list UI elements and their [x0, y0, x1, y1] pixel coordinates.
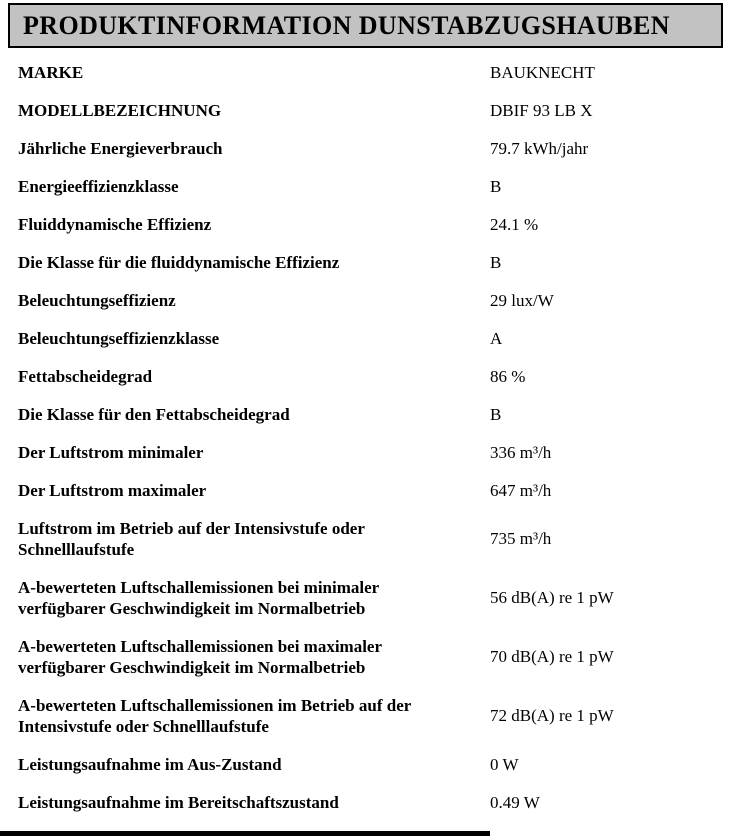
table-row: [0, 686, 750, 745]
table-row: [0, 319, 750, 357]
row-label: Fettabscheidegrad: [18, 366, 153, 386]
row-label: Leistungsaufnahme im Aus-Zustand: [18, 754, 282, 774]
row-label: Energieeffizienzklasse: [18, 176, 179, 196]
row-label: MARKE: [18, 62, 84, 82]
row-value: 0.49 W: [490, 792, 540, 812]
row-value: BAUKNECHT: [490, 62, 595, 82]
table-row: [0, 627, 750, 686]
row-label: Beleuchtungseffizienzklasse: [18, 328, 220, 348]
table-row: [0, 745, 750, 783]
row-value: 24.1 %: [490, 214, 539, 234]
row-value: 735 m³/h: [490, 529, 552, 548]
table-row: [0, 205, 750, 243]
row-value: B: [490, 252, 502, 272]
row-label: A-bewerteten Luftschallemissionen bei minimaler verfügbarer Geschwindigkeit im Normalbetrieb: [18, 577, 379, 618]
row-value: 56 dB(A) re 1 pW: [490, 588, 614, 607]
row-value: B: [490, 404, 502, 424]
row-value: B: [490, 176, 502, 196]
table-row: [0, 129, 750, 167]
row-label: Fluiddynamische Effizienz: [18, 214, 212, 234]
row-label: Beleuchtungseffizienz: [18, 290, 176, 310]
row-label: MODELLBEZEICHNUNG: [18, 100, 222, 120]
page-title: PRODUKTINFORMATION DUNSTABZUGSHAUBEN: [23, 10, 670, 40]
row-label: Der Luftstrom maximaler: [18, 480, 207, 500]
product-info-document: [0, 3, 750, 821]
table-row: [0, 167, 750, 205]
table-row: [0, 281, 750, 319]
table-row: [0, 395, 750, 433]
row-value: A: [490, 328, 503, 348]
row-value: 70 dB(A) re 1 pW: [490, 647, 614, 666]
row-value: 336 m³/h: [490, 442, 552, 462]
row-value: 0 W: [490, 754, 519, 774]
row-label: Der Luftstrom minimaler: [18, 442, 204, 462]
table-row: [0, 783, 750, 821]
row-label: A-bewerteten Luftschallemissionen bei maximaler verfügbarer Geschwindigkeit im Normalbetrieb: [18, 636, 382, 677]
title-bar: [8, 3, 723, 48]
row-value: 72 dB(A) re 1 pW: [490, 706, 614, 725]
row-value: 79.7 kWh/jahr: [490, 138, 589, 158]
bottom-border-bar: [0, 831, 490, 836]
table-row: [0, 243, 750, 281]
row-label: Jährliche Energieverbrauch: [18, 138, 223, 158]
table-row: [0, 91, 750, 129]
row-value: 647 m³/h: [490, 480, 552, 500]
row-value: 29 lux/W: [490, 290, 554, 310]
spec-table: [0, 53, 750, 821]
row-value: 86 %: [490, 366, 526, 386]
table-row: [0, 357, 750, 395]
table-row: [0, 471, 750, 509]
row-label: Leistungsaufnahme im Bereitschaftszustand: [18, 792, 339, 812]
row-label: Die Klasse für die fluiddynamische Effizienz: [18, 252, 340, 272]
table-row: [0, 53, 750, 91]
table-row: [0, 433, 750, 471]
table-row: [0, 509, 750, 568]
table-row: [0, 568, 750, 627]
row-label: Die Klasse für den Fettabscheidegrad: [18, 404, 290, 424]
row-label: A-bewerteten Luftschallemissionen im Betrieb auf der Intensivstufe oder Schnelllaufstufe: [18, 695, 411, 736]
row-value: DBIF 93 LB X: [490, 100, 593, 120]
row-label: Luftstrom im Betrieb auf der Intensivstufe oder Schnelllaufstufe: [18, 518, 365, 559]
